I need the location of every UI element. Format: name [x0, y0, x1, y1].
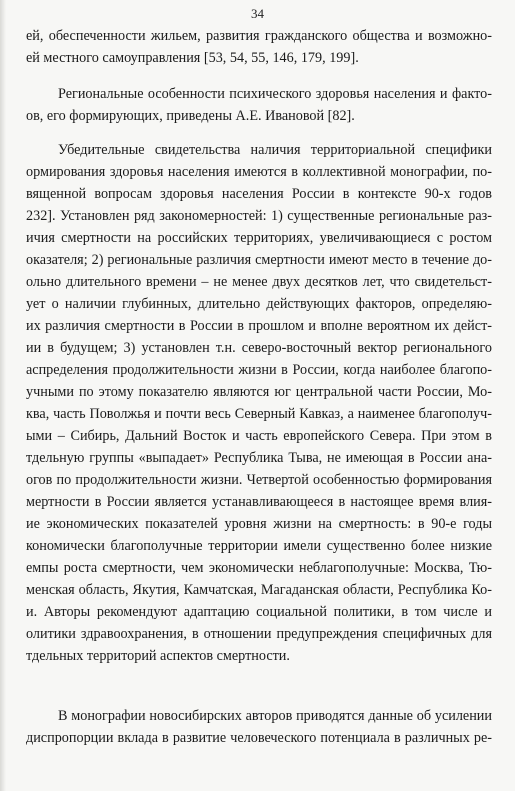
text-line: вященной вопросам здоровья населения России в контексте 90-х годов [26, 186, 492, 202]
text-line: ие экономических показателей уровня жизни на смертность: в 90-е годы [26, 516, 492, 532]
text-line: кономически благополучные территории имели существенно более низкие [26, 538, 492, 554]
text-line: ичия смертности на российских территориях, увеличивающиеся с ростом [26, 230, 492, 246]
scan-edge-shadow [0, 0, 6, 791]
text-line: учными по этому показателю являются юг центральной части России, Мо- [26, 384, 492, 400]
text-line: Региональные особенности психического здоровья населения и факто- [58, 86, 492, 102]
text-line: ей, обеспеченности жильем, развития гражданского общества и возможно- [26, 28, 492, 44]
text-line: огов по продолжительности жизни. Четвертой особенностью формирования [26, 472, 492, 488]
text-line: аспределения продолжительности жизни в России, когда наиболее благопо- [26, 362, 492, 378]
text-line: В монографии новосибирских авторов приводятся данные об усилении [58, 708, 492, 724]
text-line: диспропорции вклада в развитие человеческого потенциала в различных ре- [26, 730, 492, 746]
text-line: ов, его формирующих, приведены А.Е. Ивановой [82]. [26, 108, 355, 124]
text-line: ольно длительного времени – не менее двух десятков лет, что свидетельст- [26, 274, 492, 290]
text-line: ии в будущем; 3) установлен т.н. северо-восточный вектор регионального [26, 340, 492, 356]
text-line: тдельную группы «выпадает» Республика Тыва, не имеющая в России ана- [26, 450, 492, 466]
text-line: их различия смертности в России в прошлом и вполне вероятном их дейст- [26, 318, 492, 334]
text-line: и. Авторы рекомендуют адаптацию социальной политики, в том числе и [26, 604, 492, 620]
text-line: ква, часть Поволжья и почти весь Северный Кавказ, а наименее благополуч- [26, 406, 492, 422]
text-line: тдельных территорий аспектов смертности. [26, 648, 290, 664]
text-line: ует о наличии глубинных, длительно действующих факторов, определяю- [26, 296, 492, 312]
text-line: ыми – Сибирь, Дальний Восток и часть европейского Севера. При этом в [26, 428, 492, 444]
text-line: менская область, Якутия, Камчатская, Магаданская области, Республика Ко- [26, 582, 492, 598]
text-line: мертности в России является устанавливающееся в настоящее время влия- [26, 494, 492, 510]
text-line: олитики здравоохранения, в отношении предупреждения специфичных для [26, 626, 492, 642]
text-line: емпы роста смертности, чем экономически неблагополучные: Москва, Тю- [26, 560, 492, 576]
text-line: оказателя; 2) региональные различия смертности имеют место в течение до- [26, 252, 492, 268]
text-line: ей местного самоуправления [53, 54, 55, 146, 179, 199]. [26, 50, 359, 66]
text-line: Убедительные свидетельства наличия территориальной специфики [58, 142, 492, 158]
page-number: 34 [251, 6, 264, 21]
text-line: 232]. Установлен ряд закономерностей: 1) существенные региональные раз- [26, 208, 492, 224]
text-line: ормирования здоровья населения имеются в коллективной монографии, по- [26, 164, 492, 180]
